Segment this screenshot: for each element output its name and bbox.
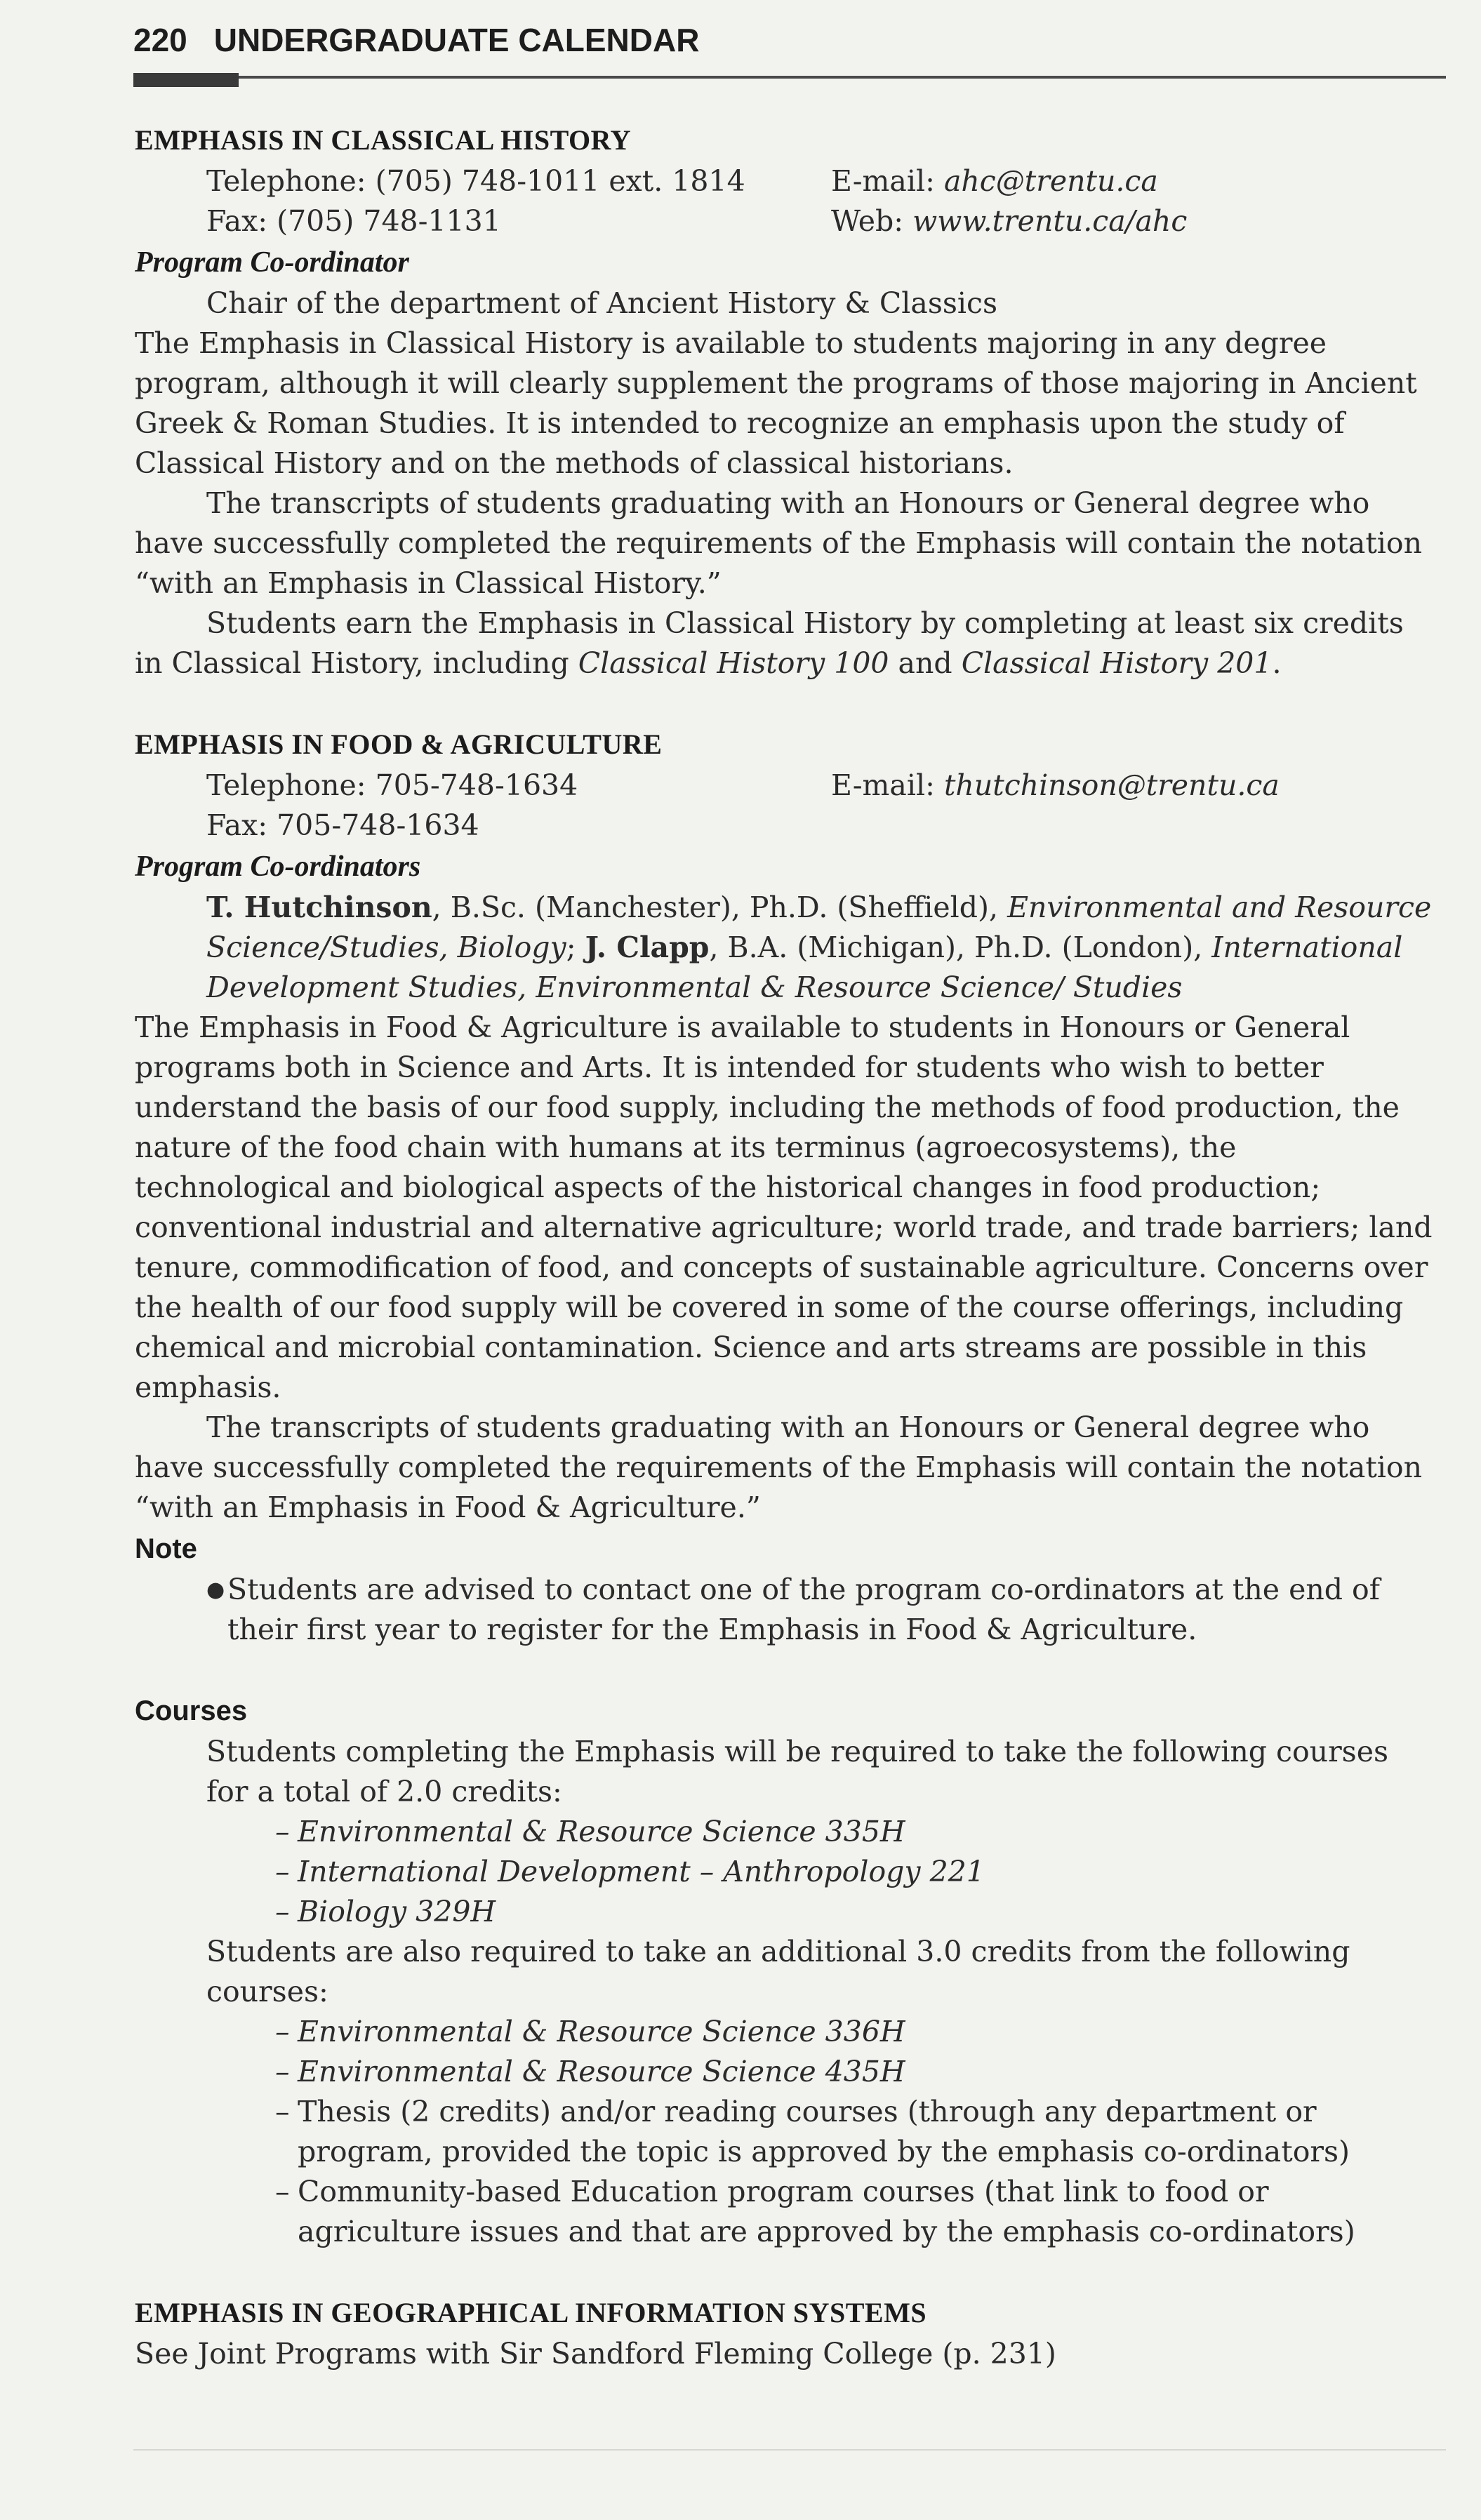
note-item bbox=[206, 1570, 1433, 1650]
list-item: – Environmental & Resource Science 435H bbox=[275, 2052, 1433, 2092]
additional-courses-intro: Students are also required to take an additional 3.0 credits from the following courses: bbox=[206, 1935, 1350, 2008]
coordinator-degrees: , B.Sc. (Manchester), Ph.D. (Sheffield), bbox=[432, 891, 1008, 924]
section-gap bbox=[135, 2252, 1433, 2292]
food-email-line bbox=[831, 766, 1280, 806]
required-courses-list bbox=[275, 1812, 1433, 1932]
list-item: – Biology 329H bbox=[275, 1892, 1433, 1932]
classical-paragraph-3 bbox=[135, 604, 1433, 684]
food-role-label: Program Co-ordinators bbox=[135, 851, 421, 883]
header-rule bbox=[133, 76, 1446, 79]
classical-paragraph-2: The transcripts of students graduating with an Honours or General degree who have successfully completed the requirements of the Emphasis will contain the notation “with an Emphasis in Classical History.” bbox=[135, 486, 1423, 600]
classical-telephone: Telephone: (705) 748-1011 ext. 1814 bbox=[206, 164, 745, 198]
para3-end: . bbox=[1272, 646, 1282, 680]
course-classical-history-100: Classical History 100 bbox=[578, 646, 889, 680]
coordinator-name: J. Clapp bbox=[585, 931, 710, 964]
footer-rule bbox=[133, 2449, 1446, 2451]
classical-contact-row-2 bbox=[206, 201, 1433, 241]
bullet-icon: ● bbox=[206, 1578, 225, 1602]
email-label: E-mail: bbox=[831, 768, 944, 802]
email-label: E-mail: bbox=[831, 164, 944, 198]
classical-paragraph-1: The Emphasis in Classical History is available to students majoring in any degree program, although it will clearly supplement the programs of those majoring in Ancient Greek & Roman Studies. It is intended to recognize an emphasis upon the study of Classical History and on the methods of classical historians. bbox=[135, 326, 1417, 480]
list-item: – Environmental & Resource Science 336H bbox=[275, 2012, 1433, 2052]
note-heading: Note bbox=[135, 1533, 197, 1564]
list-item: – International Development – Anthropology 221 bbox=[275, 1852, 1433, 1892]
food-paragraph-1: The Emphasis in Food & Agriculture is available to students in Honours or General programs both in Science and Arts. It is intended for students who wish to better understand the basis of our food supply, including the methods of food production, the nature of the food chain with humans at its terminus (agroecosystems), the technological and biological aspects of the historical changes in food production; conventional industrial and alternative agriculture; world trade, and trade barriers; land tenure, commodification of food, and concepts of sustainable agriculture. Concerns over the health of our food supply will be covered in some of the course offerings, including chemical and microbial contamination. Science and arts streams are possible in this emphasis. bbox=[135, 1011, 1433, 1404]
list-item: – Thesis (2 credits) and/or reading courses (through any department or program, provided the topic is approved by the emphasis co-ordinators) bbox=[275, 2092, 1433, 2172]
food-coordinators bbox=[206, 888, 1433, 1008]
food-paragraph-2: The transcripts of students graduating with an Honours or General degree who have successfully completed the requirements of the Emphasis will contain the notation “with an Emphasis in Food & Agriculture.” bbox=[135, 1411, 1423, 1524]
coordinator-degrees: , B.A. (Michigan), Ph.D. (London), bbox=[709, 931, 1212, 964]
section-gap bbox=[135, 1650, 1433, 1690]
classical-heading: EMPHASIS IN CLASSICAL HISTORY bbox=[135, 124, 631, 156]
page-number: 220 bbox=[133, 22, 187, 58]
additional-courses-list bbox=[275, 2012, 1433, 2252]
classical-email-link[interactable]: ahc@trentu.ca bbox=[943, 164, 1158, 198]
classical-coordinator: Chair of the department of Ancient History & Classics bbox=[206, 286, 998, 320]
list-item: – Community-based Education program courses (that link to food or agriculture issues and that are approved by the emphasis co-ordinators) bbox=[275, 2172, 1433, 2252]
coordinator-field: Environmental and Resource Science/Studies, Biology bbox=[206, 891, 1432, 964]
classical-email-line bbox=[831, 161, 1158, 201]
para3-and: and bbox=[889, 646, 962, 680]
note-text: Students are advised to contact one of the program co-ordinators at the end of their first year to register for the Emphasis in Food & Agriculture. bbox=[227, 1573, 1380, 1646]
section-gap bbox=[135, 684, 1433, 724]
classical-contact-row-1 bbox=[206, 161, 1433, 201]
food-fax: Fax: 705-748-1634 bbox=[206, 808, 479, 842]
header-title: UNDERGRADUATE CALENDAR bbox=[213, 22, 700, 58]
gis-text: See Joint Programs with Sir Sandford Fleming College (p. 231) bbox=[135, 2337, 1056, 2371]
classical-fax: Fax: (705) 748-1131 bbox=[206, 204, 501, 238]
list-item: – Environmental & Resource Science 335H bbox=[275, 1812, 1433, 1852]
food-heading: EMPHASIS IN FOOD & AGRICULTURE bbox=[135, 728, 663, 760]
required-courses-intro: Students completing the Emphasis will be required to take the following courses for a total of 2.0 credits: bbox=[206, 1735, 1389, 1808]
food-contact-row-2 bbox=[206, 806, 1433, 846]
running-header bbox=[133, 21, 699, 59]
course-classical-history-201: Classical History 201 bbox=[961, 646, 1273, 680]
food-email-link[interactable]: thutchinson@trentu.ca bbox=[943, 768, 1280, 802]
food-telephone: Telephone: 705-748-1634 bbox=[206, 768, 578, 802]
classical-web-line bbox=[831, 201, 1187, 241]
classical-role-label: Program Co-ordinator bbox=[135, 246, 409, 279]
web-label: Web: bbox=[831, 204, 913, 238]
coordinator-field: International Development Studies, Environmental & Resource Science/ Studies bbox=[206, 931, 1403, 1004]
para3-text: Students earn the Emphasis in Classical History by completing at least six credits in Classical History, including bbox=[135, 606, 1404, 680]
header-rule-block bbox=[133, 73, 239, 87]
separator: ; bbox=[566, 931, 585, 964]
classical-web-link[interactable]: www.trentu.ca/ahc bbox=[912, 204, 1188, 238]
food-contact-row-1 bbox=[206, 766, 1433, 806]
gis-heading: EMPHASIS IN GEOGRAPHICAL INFORMATION SYSTEMS bbox=[135, 2297, 927, 2328]
coordinator-name: T. Hutchinson bbox=[206, 891, 432, 924]
courses-heading: Courses bbox=[135, 1695, 248, 1726]
page-content bbox=[135, 119, 1433, 2374]
